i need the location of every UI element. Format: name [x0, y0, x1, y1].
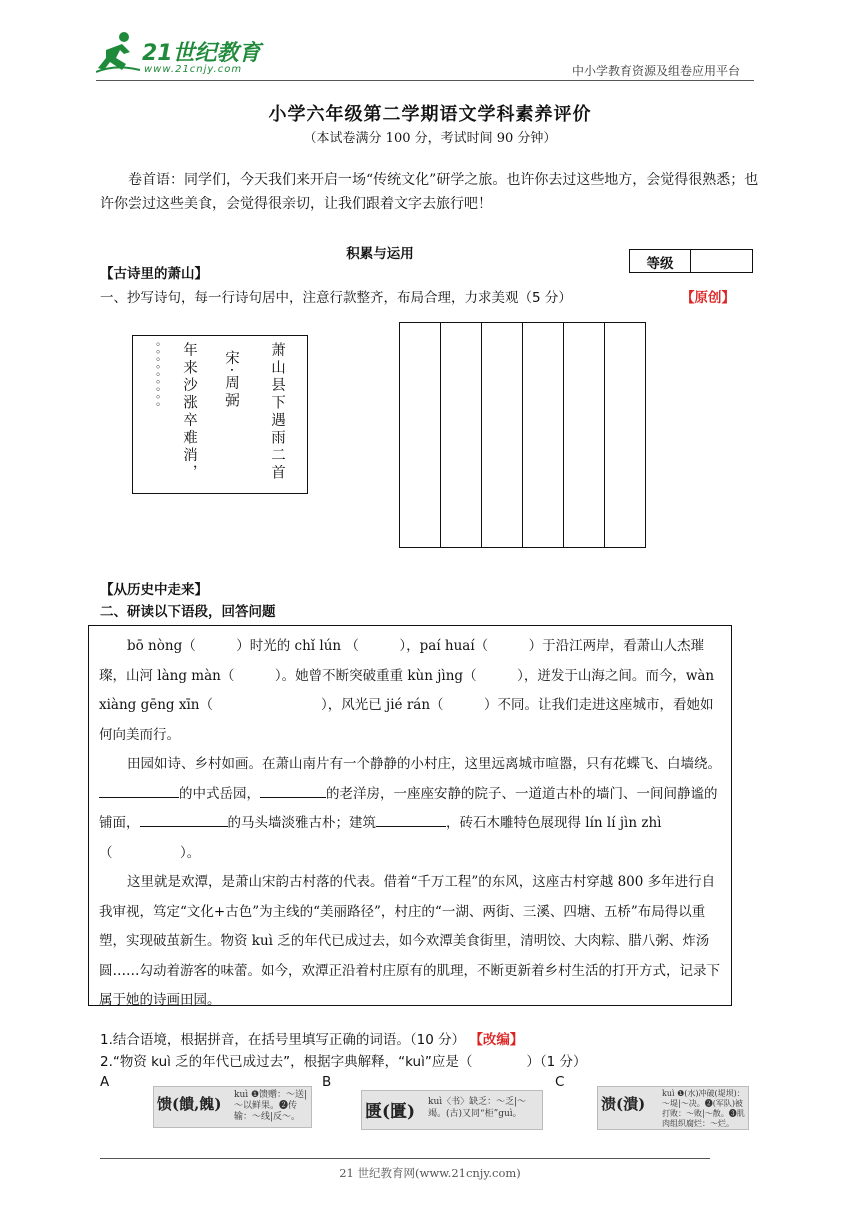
dictionary-entry-a[interactable] — [153, 1086, 312, 1128]
writing-grid[interactable] — [399, 322, 646, 548]
passage-paragraph-2 — [99, 750, 721, 868]
intro-text — [100, 168, 764, 216]
fill-blank[interactable] — [376, 812, 446, 827]
part-title: 积累与运用 — [346, 246, 414, 262]
option-a-label: A — [100, 1074, 110, 1090]
passage-p2-b: 的中式岳园， — [179, 785, 260, 802]
footer-divider — [100, 1158, 710, 1159]
poem-title: 萧山县下遇雨二首 — [269, 342, 285, 482]
option-b-label: B — [322, 1074, 332, 1090]
question-2: 二、研读以下语段，回答问题 — [100, 604, 276, 620]
poem-box — [132, 335, 308, 494]
intro-content: 卷首语：同学们，今天我们来开启一场“传统文化”研学之旅。也许你去过这些地方，会觉得很熟悉；也许你尝过这些美食，会觉得很亲切，让我们跟着文字去旅行吧！ — [100, 172, 759, 212]
sub-question-1-text: 1.结合语境，根据拼音，在括号里填写正确的词语。（10 分） — [100, 1032, 466, 1048]
page-subtitle: （本试卷满分 100 分，考试时间 90 分钟） — [303, 131, 557, 146]
section-1-title: 【古诗里的萧山】 — [100, 266, 208, 282]
original-tag: 【原创】 — [681, 290, 735, 306]
passage-p1-text: bō nòng（ ）时光的 chǐ lún （ ），paí huaí（ ）于沿江两岸，看萧山人杰璀璨，山河 làng màn（ ）。她曾不断突破重重 kùn jìng（ ），迸发于山海之间。而今，wàn xiàng gēng xīn（ ），风光已 jié rán（ ）不同。让我们走进这座城市，看她如何向美而行。 — [99, 638, 715, 743]
passage-p2-c: 的老洋房，一座座安静的院子、一道道古朴的墙门、一间间静谧的铺面， — [99, 785, 718, 831]
section-2-title: 【从历史中走来】 — [100, 582, 208, 598]
grade-label: 等级 — [646, 256, 674, 272]
grade-divider — [690, 250, 691, 272]
sub-question-2: 2.“物资 kuì 乏的年代已成过去”，根据字典解释，“kuì”应是（ ）（1 分） — [100, 1054, 587, 1070]
question-1: 一、抄写诗句，每一行诗句居中，注意行款整齐，布局合理，力求美观（5 分） — [100, 290, 572, 306]
dict-a-text: kuì ❶馈赠：～送|～以鲜果。❷传输：～线|反～。 — [234, 1090, 308, 1122]
logo — [96, 30, 266, 80]
dictionary-entry-c[interactable] — [597, 1086, 749, 1130]
logo-url: www.21cnjy.com — [144, 64, 243, 75]
runner-logo-icon — [96, 30, 140, 74]
dictionary-entry-b[interactable] — [361, 1090, 543, 1130]
adapted-tag: 【改编】 — [469, 1032, 524, 1048]
grid-column[interactable] — [605, 323, 646, 547]
dict-c-text: kuì ❶(水)冲破(堤坝)：～堤|～决。❷(军队)被打败：～败|～散。❸肌肉组织腐烂：～烂。 — [662, 1089, 745, 1128]
passage-p3-text: 这里就是欢潭，是萧山宋韵古村落的代表。借着“千万工程”的东风，这座古村穿越 800 多年进行自我审视，笃定“文化+古色”为主线的“美丽路径”，村庄的“一湖、两街、三溪、四塘、五桥”布局得以重塑，实现破茧新生。物资 kuì 乏的年代已成过去，如今欢潭美食街里，清明饺、大肉粽、腊八粥、炸汤圆……勾动着游客的味蕾。如今，欢潭正沿着村庄原有的肌理，不断更新着乡村生活的打开方式，记录下属于她的诗画田园。 — [99, 874, 720, 1008]
grid-column[interactable] — [441, 323, 482, 547]
dict-b-char: 匮(匱) — [365, 1102, 416, 1122]
fill-blank[interactable] — [260, 783, 326, 798]
page-title: 小学六年级第二学期语文学科素养评价 — [268, 104, 592, 125]
header-divider — [96, 80, 754, 81]
platform-name: 中小学教育资源及组卷应用平台 — [572, 64, 741, 78]
grade-box — [629, 249, 753, 273]
option-c-label: C — [555, 1074, 565, 1090]
passage-p2-a: 田园如诗、乡村如画。在萧山南片有一个静静的小村庄，这里远离城市喧嚣，只有花蝶飞、白墙绕。 — [127, 756, 721, 772]
grid-column[interactable] — [523, 323, 564, 547]
passage-box — [88, 625, 732, 1006]
dict-c-char: 溃(潰) — [601, 1095, 646, 1113]
sub-question-1 — [100, 1028, 523, 1048]
dict-b-text: kuì〈书〉缺乏：～乏|～竭。(古)又同“柜”guì。 — [428, 1097, 527, 1119]
grid-column[interactable] — [482, 323, 523, 547]
poem-line-1: 年来沙涨卒难消， — [181, 342, 197, 482]
passage-p2-d: 的马头墙淡雅古朴；建筑 — [227, 815, 376, 831]
passage-p2-e: ，砖石木雕特色展现得 lín lí jìn zhì （ ）。 — [99, 815, 662, 861]
fill-blank[interactable] — [99, 783, 179, 798]
grid-column[interactable] — [400, 323, 441, 547]
poem-line-2: 。。。。。。。。。 — [148, 342, 161, 415]
grid-column[interactable] — [564, 323, 605, 547]
dict-a-char: 馈(饋,餽) — [157, 1095, 222, 1113]
fill-blank[interactable] — [140, 812, 228, 827]
logo-text: 21世纪教育 — [142, 41, 261, 66]
poem-author: 宋·周弼 — [223, 350, 239, 411]
passage-paragraph-3 — [99, 868, 721, 1016]
passage-paragraph-1 — [99, 632, 721, 750]
footer-text: 21 世纪教育网(www.21cnjy.com) — [339, 1166, 521, 1180]
